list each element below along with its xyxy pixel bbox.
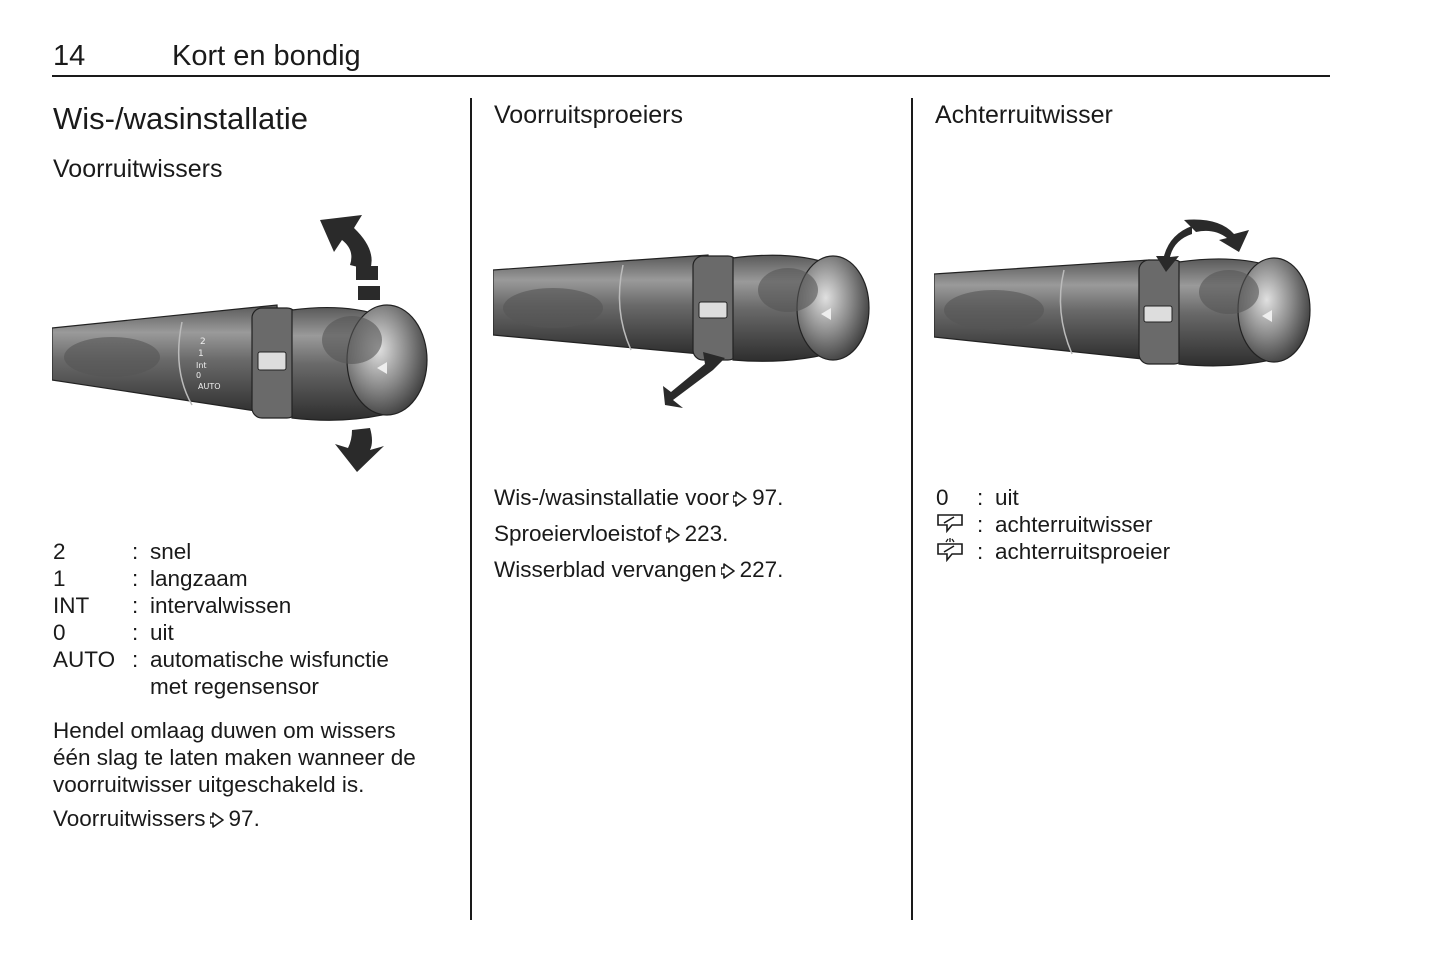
- page-number: 14: [53, 40, 86, 72]
- rear-wiper-stalk-illustration: [934, 212, 1314, 372]
- stalk-label-auto: AUTO: [198, 382, 221, 391]
- paragraph-line: één slag te laten maken wanneer de: [53, 745, 416, 770]
- legend-row-int: [53, 592, 453, 619]
- page-ref-arrow-icon: [733, 487, 749, 514]
- heading-rear-wiper: Achterruitwisser: [935, 101, 1113, 129]
- column-divider-1: [470, 98, 472, 920]
- legend-colon: :: [132, 539, 139, 564]
- ref-text: Wisserblad vervangen: [494, 557, 717, 582]
- legend-key: 0: [936, 485, 949, 510]
- legend-colon: :: [977, 539, 984, 564]
- ref-text: Voorruitwissers: [53, 806, 206, 831]
- legend-colon: :: [132, 647, 139, 672]
- page-ref-arrow-icon: [666, 523, 682, 550]
- page-ref-arrow-icon: [721, 559, 737, 586]
- legend-colon: :: [977, 485, 984, 510]
- page-ref-arrow-icon: [210, 808, 226, 835]
- legend-value: automatische wisfunctie: [150, 647, 389, 672]
- ref-page: 227.: [739, 557, 784, 582]
- legend-value: langzaam: [150, 566, 248, 591]
- heading-washers: Voorruitsproeiers: [494, 101, 683, 129]
- paragraph-line: voorruitwisser uitgeschakeld is.: [53, 772, 365, 797]
- legend-row-0: [53, 619, 453, 646]
- ref-page: 223.: [684, 521, 729, 546]
- ref-text: Sproeiervloeistof: [494, 521, 662, 546]
- pull-lever-arrow: [663, 352, 725, 408]
- lever-down-arrow: [335, 428, 384, 472]
- legend-colon: :: [132, 620, 139, 645]
- legend-key: AUTO: [53, 647, 116, 672]
- section-title: Kort en bondig: [172, 40, 361, 72]
- rear-legend-row-wiper: [935, 511, 1335, 538]
- legend-value: achterruitsproeier: [995, 539, 1171, 564]
- stalk-label-2: 2: [200, 337, 206, 347]
- rear-legend-row-off: [935, 484, 1335, 511]
- rear-wiper-icon: [936, 511, 964, 539]
- legend-key: INT: [53, 593, 90, 618]
- lever-down-paragraph: [53, 717, 453, 798]
- legend-value: snel: [150, 539, 192, 564]
- rear-legend-row-washer: [935, 538, 1335, 565]
- cross-reference[interactable]: [494, 484, 783, 514]
- legend-colon: :: [132, 566, 139, 591]
- header-rule: [52, 75, 1330, 77]
- front-wiper-stalk-illustration: [52, 210, 442, 485]
- legend-value: intervalwissen: [150, 593, 292, 618]
- legend-row-1: [53, 565, 453, 592]
- legend-value-line2: met regensensor: [150, 674, 319, 699]
- legend-value: uit: [150, 620, 174, 645]
- page-heading: Wis-/wasinstallatie: [53, 101, 308, 136]
- stalk-label-0: 0: [196, 371, 202, 380]
- paragraph-line: Hendel omlaag duwen om wissers: [53, 718, 396, 743]
- legend-row-auto: [53, 646, 453, 700]
- lever-up-arrow: [320, 215, 380, 300]
- stalk-label-1: 1: [198, 349, 204, 359]
- ref-text: Wis-/wasinstallatie voor: [494, 485, 730, 510]
- washer-stalk-illustration: [493, 240, 873, 410]
- legend-key: 1: [53, 566, 66, 591]
- column-divider-2: [911, 98, 913, 920]
- cross-reference[interactable]: [494, 556, 783, 586]
- legend-row-2: [53, 538, 453, 565]
- ref-page: 97.: [228, 806, 260, 831]
- subheading-front-wipers: Voorruitwissers: [53, 155, 223, 183]
- cross-reference[interactable]: [494, 520, 728, 550]
- rear-washer-icon: [936, 538, 964, 568]
- legend-colon: :: [977, 512, 984, 537]
- stalk-label-int: Int: [196, 361, 207, 370]
- cross-reference[interactable]: [53, 805, 260, 835]
- legend-key: 2: [53, 539, 66, 564]
- legend-key: 0: [53, 620, 66, 645]
- legend-colon: :: [132, 593, 139, 618]
- legend-value: uit: [995, 485, 1019, 510]
- ref-page: 97.: [752, 485, 784, 510]
- legend-value: achterruitwisser: [995, 512, 1153, 537]
